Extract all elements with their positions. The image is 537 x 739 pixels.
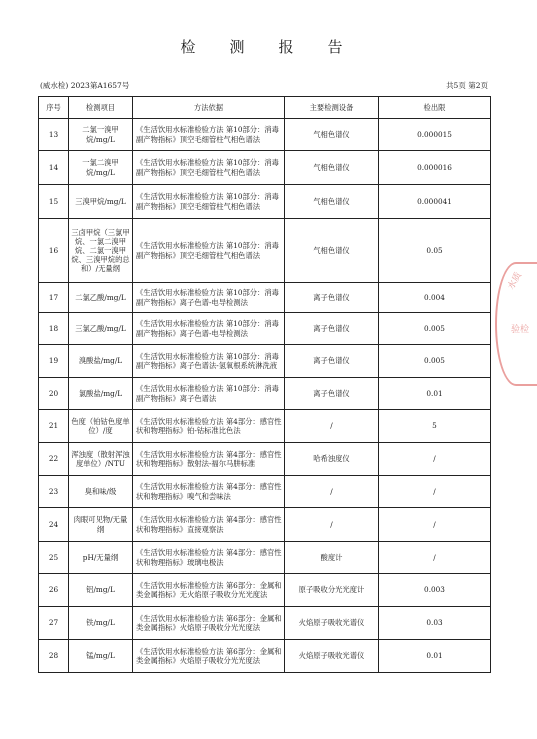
row-number: 17 [39, 283, 69, 313]
row-device: 气相色谱仪 [285, 119, 379, 151]
table-row [39, 542, 491, 574]
row-device: 酸度计 [285, 542, 379, 574]
row-limit: 0.000016 [379, 151, 491, 185]
row-device: 离子色谱仪 [285, 378, 379, 410]
row-item: 锰/mg/L [69, 640, 133, 673]
row-limit: 0.005 [379, 345, 491, 378]
table-row [39, 476, 491, 508]
row-number: 28 [39, 640, 69, 673]
row-limit: 0.003 [379, 574, 491, 607]
row-limit: / [379, 443, 491, 476]
row-limit: 0.000041 [379, 185, 491, 219]
header-item: 检测项目 [69, 97, 133, 119]
row-item: 浑浊度（散射浑浊度单位）/NTU [69, 443, 133, 476]
page-info: 共5页 第2页 [446, 81, 488, 90]
row-limit: / [379, 476, 491, 508]
row-number: 15 [39, 185, 69, 219]
title-char: 检 [180, 38, 196, 56]
row-limit: 0.000015 [379, 119, 491, 151]
row-device: / [285, 476, 379, 508]
row-device: 哈希浊度仪 [285, 443, 379, 476]
row-number: 21 [39, 410, 69, 443]
row-method: 《生活饮用水标准检验方法 第10部分：消毒副产物指标》离子色谱-电导检测法 [133, 283, 285, 313]
header-device: 主要检测设备 [285, 97, 379, 119]
table-row [39, 119, 491, 151]
row-number: 19 [39, 345, 69, 378]
row-limit: / [379, 508, 491, 542]
row-device: 气相色谱仪 [285, 185, 379, 219]
row-item: 铁/mg/L [69, 607, 133, 640]
table-row [39, 508, 491, 542]
row-limit: 0.01 [379, 378, 491, 410]
table-row [39, 607, 491, 640]
row-number: 13 [39, 119, 69, 151]
row-item: 一氯二溴甲烷/mg/L [69, 151, 133, 185]
report-number: (威水检) 2023第A1657号 [40, 81, 130, 90]
row-method: 《生活饮用水标准检验方法 第6部分：金属和类金属指标》火焰原子吸收分光光度法 [133, 607, 285, 640]
row-item: 氯酸盐/mg/L [69, 378, 133, 410]
row-item: 肉眼可见物/无量纲 [69, 508, 133, 542]
row-number: 16 [39, 219, 69, 283]
table-body [39, 119, 491, 673]
row-item: 三溴甲烷/mg/L [69, 185, 133, 219]
row-number: 26 [39, 574, 69, 607]
row-device: 气相色谱仪 [285, 219, 379, 283]
row-method: 《生活饮用水标准检验方法 第4部分：感官性状和物理指标》铂-钴标准比色法 [133, 410, 285, 443]
row-limit: 0.005 [379, 313, 491, 345]
results-table [38, 96, 491, 673]
row-device: 气相色谱仪 [285, 151, 379, 185]
row-device: 原子吸收分光光度计 [285, 574, 379, 607]
row-number: 23 [39, 476, 69, 508]
row-item: 二氯一溴甲烷/mg/L [69, 119, 133, 151]
stamp-text: 验检 [511, 325, 530, 335]
table-row [39, 443, 491, 476]
table-row [39, 185, 491, 219]
row-method: 《生活饮用水标准检验方法 第10部分：消毒副产物指标》顶空毛细管柱气相色谱法 [133, 151, 285, 185]
row-number: 27 [39, 607, 69, 640]
row-method: 《生活饮用水标准检验方法 第10部分：消毒副产物指标》离子色谱法-氢氧根系统淋洗液 [133, 345, 285, 378]
row-item: 三氯乙酸/mg/L [69, 313, 133, 345]
row-device: / [285, 410, 379, 443]
row-limit: 0.05 [379, 219, 491, 283]
table-row [39, 313, 491, 345]
row-number: 18 [39, 313, 69, 345]
title-char: 报 [278, 38, 294, 56]
row-number: 20 [39, 378, 69, 410]
row-method: 《生活饮用水标准检验方法 第4部分：感官性状和物理指标》嗅气和尝味法 [133, 476, 285, 508]
row-item: 二氯乙酸/mg/L [69, 283, 133, 313]
title-char: 告 [327, 38, 343, 56]
table-row [39, 151, 491, 185]
table-row [39, 283, 491, 313]
stamp-text: 水质 [506, 270, 525, 292]
row-item: pH/无量纲 [69, 542, 133, 574]
table-row [39, 640, 491, 673]
row-method: 《生活饮用水标准检验方法 第4部分：感官性状和物理指标》散射法-福尔马肼标准 [133, 443, 285, 476]
row-limit: 5 [379, 410, 491, 443]
row-method: 《生活饮用水标准检验方法 第6部分：金属和类金属指标》火焰原子吸收分光光度法 [133, 640, 285, 673]
header-no: 序号 [39, 97, 69, 119]
report-meta [40, 80, 488, 91]
row-device: 火焰原子吸收光谱仪 [285, 607, 379, 640]
row-item: 臭和味/级 [69, 476, 133, 508]
row-method: 《生活饮用水标准检验方法 第6部分：金属和类金属指标》无火焰原子吸收分光光度法 [133, 574, 285, 607]
row-device: 离子色谱仪 [285, 283, 379, 313]
row-device: / [285, 508, 379, 542]
row-item: 铝/mg/L [69, 574, 133, 607]
header-method: 方法依据 [133, 97, 285, 119]
table-row [39, 345, 491, 378]
row-limit: 0.03 [379, 607, 491, 640]
row-limit: 0.01 [379, 640, 491, 673]
row-device: 离子色谱仪 [285, 313, 379, 345]
row-device: 火焰原子吸收光谱仪 [285, 640, 379, 673]
row-number: 14 [39, 151, 69, 185]
table-row [39, 378, 491, 410]
row-method: 《生活饮用水标准检验方法 第10部分：消毒副产物指标》离子色谱法 [133, 378, 285, 410]
title-char: 测 [229, 38, 245, 56]
row-method: 《生活饮用水标准检验方法 第10部分：消毒副产物指标》顶空毛细管柱气相色谱法 [133, 219, 285, 283]
row-item: 色度（铂钴色度单位）/度 [69, 410, 133, 443]
row-method: 《生活饮用水标准检验方法 第10部分：消毒副产物指标》离子色谱-电导检测法 [133, 313, 285, 345]
row-method: 《生活饮用水标准检验方法 第10部分：消毒副产物指标》顶空毛细管柱气相色谱法 [133, 119, 285, 151]
row-number: 24 [39, 508, 69, 542]
row-limit: / [379, 542, 491, 574]
row-item: 溴酸盐/mg/L [69, 345, 133, 378]
table-row [39, 219, 491, 283]
row-method: 《生活饮用水标准检验方法 第4部分：感官性状和物理指标》玻璃电极法 [133, 542, 285, 574]
report-title [0, 36, 523, 57]
official-stamp [495, 262, 537, 386]
row-method: 《生活饮用水标准检验方法 第10部分：消毒副产物指标》顶空毛细管柱气相色谱法 [133, 185, 285, 219]
row-item: 三卤甲烷（三氯甲烷、一氯二溴甲烷、二氯一溴甲烷、三溴甲烷的总和）/无量纲 [69, 219, 133, 283]
row-method: 《生活饮用水标准检验方法 第4部分：感官性状和物理指标》直接观察法 [133, 508, 285, 542]
row-limit: 0.004 [379, 283, 491, 313]
header-limit: 检出限 [379, 97, 491, 119]
row-number: 22 [39, 443, 69, 476]
row-number: 25 [39, 542, 69, 574]
table-row [39, 574, 491, 607]
table-header-row [39, 97, 491, 119]
table-row [39, 410, 491, 443]
row-device: 离子色谱仪 [285, 345, 379, 378]
